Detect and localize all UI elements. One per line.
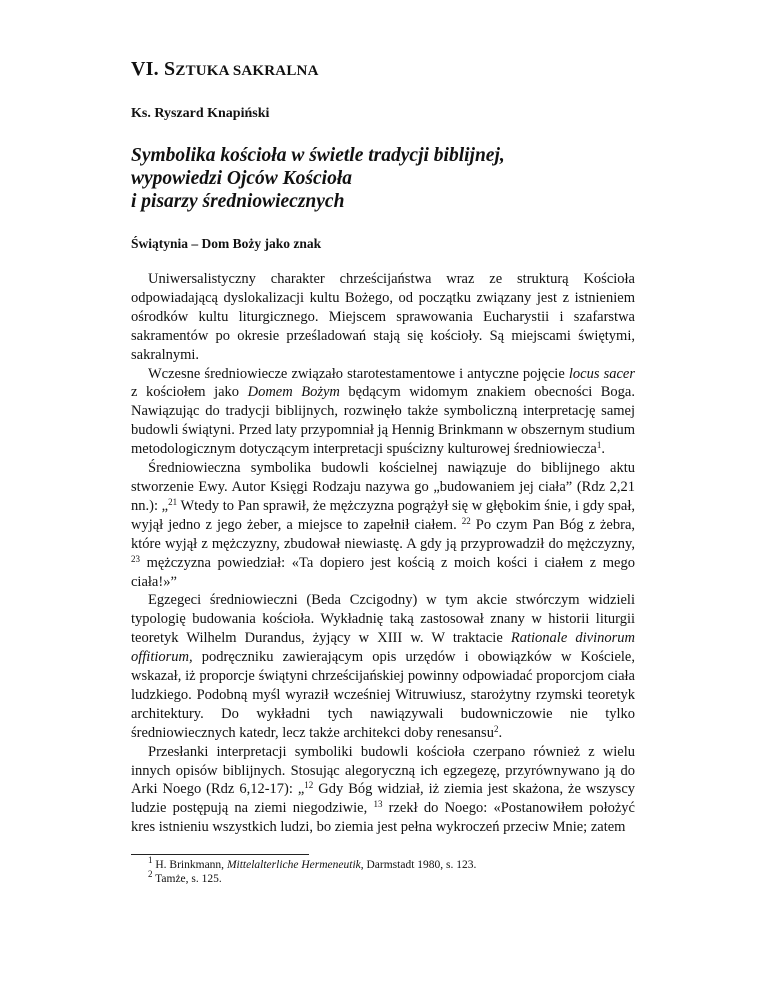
footnote-ref[interactable]: 1 — [596, 440, 602, 451]
footnotes — [131, 855, 635, 886]
verse-number: 21 — [168, 496, 178, 507]
verse-number: 22 — [461, 515, 471, 526]
footnote-ref[interactable]: 2 — [493, 723, 499, 734]
verse-number: 12 — [304, 780, 314, 791]
footnote-divider — [131, 854, 309, 855]
chapter-title-rest-2: SAKRALNA — [232, 63, 319, 79]
body-text — [131, 270, 635, 837]
paragraph: Przesłanki interpretacji symboliki budowli kościoła czerpano również z wielu innych opisów biblijnych. Stosując alegoryczną ich egzegezę, przyrównywano ją do Arki Noego (Rdz 6,12-17): „$^{12}$ Gdy Bóg widział, iż ziemia jest skażona, że wszyscy ludzie postępują na ziemi niegodziwie, $^{13}$ rzekł do Noego: «Postanowiłem położyć kres istnieniu wszystkich ludzi, bo ziemia jest pełna wykroczeń przeciw Mnie; zatem — [131, 743, 636, 836]
article-title — [131, 144, 635, 213]
verse-number: 23 — [131, 553, 140, 564]
footnote: $^2$ Tamże, s. 125. — [148, 869, 222, 886]
author: Ks. Ryszard Knapiński — [131, 106, 270, 121]
article-title-line: Symbolika kościoła w świetle tradycji biblijnej, — [131, 145, 505, 166]
article-title-line: wypowiedzi Ojców Kościoła — [131, 168, 352, 189]
footnote: $^1$ H. Brinkmann, Mittelalterliche Hermeneutik, Darmstadt 1980, s. 123. — [148, 855, 477, 872]
section-heading: Świątynia – Dom Boży jako znak — [131, 236, 322, 251]
paragraph: Wczesne średniowiecze związało starotestamentowe i antyczne pojęcie locus sacer z kościołem jako Domem Bożym będącym widomym znakiem obecności Boga. Nawiązując do tradycji biblijnych, rozwinęło także symboliczną interpretację samej budowli świątyni. Przed laty przypomniał ją Hennig Brinkmann w obszernym studium metodologicznym dotyczącym interpretacji spuścizny kulturowej średniowiecza$^1$. — [131, 365, 635, 458]
chapter-number: VI. — [131, 58, 165, 80]
paragraph: Egzegeci średniowieczni (Beda Czcigodny) w tym akcie stwórczym widzieli typologię budowania kościoła. Wykładnię taką zastosował znany w historii liturgii teoretyk Wilhelm Durandus, żyjący w XIII w. W traktacie Rationale divinorum offitiorum, podręczniku zawierającym opis urzędów i obowiązków w Kościele, wskazał, iż proporcje świątyni chrześcijańskiej powinny odpowiadać proporcjom ciała ludzkiego. Podobną myśl wyraził wcześniej Witruwiusz, starożytny rzymski teoretyk architektury. Do wykładni tych nawiązywali budowniczowie nie tylko średniowiecznych katedr, lecz także architekci doby renesansu$^2$. — [131, 592, 635, 741]
chapter-title-cap: S — [164, 58, 176, 80]
chapter-heading — [131, 58, 635, 81]
chapter-title-rest: ZTUKA — [175, 63, 233, 79]
verse-number: 13 — [373, 799, 383, 810]
page — [131, 58, 635, 886]
article-title-line: i pisarzy średniowiecznych — [131, 191, 345, 212]
paragraph: Uniwersalistyczny charakter chrześcijaństwa wraz ze strukturą Kościoła odpowiadającą dyslokalizacji kultu Bożego, od początku związany jest z istnieniem ośrodków kultu liturgicznego. Miejscem sprawowania Eucharystii i szafarstwa sakramentów po okresie prześladowań stają się kościoły. Są miejscami świętymi, sakralnymi. — [131, 271, 635, 363]
paragraph: Średniowieczna symbolika budowli kościelnej nawiązuje do biblijnego aktu stworzenie Ewy. Autor Księgi Rodzaju nazywa go „budowaniem jej ciała” (Rdz 2,21 nn.): „$^{21}$ Wtedy to Pan sprawił, że mężczyzna pogrążył się w głębokim śnie, i gdy spał, wyjął jedno z jego żeber, a miejsce to zapełnił ciałem. $^{22}$ Po czym Pan Bóg z żebra, które wyjął z mężczyzny, zbudował niewiastę. A gdy ją przyprowadził do mężczyzny, $^{23}$ mężczyzna powiedział: «Ta dopiero jest kością z moich kości i ciałem z mego ciała!»” — [131, 460, 635, 590]
